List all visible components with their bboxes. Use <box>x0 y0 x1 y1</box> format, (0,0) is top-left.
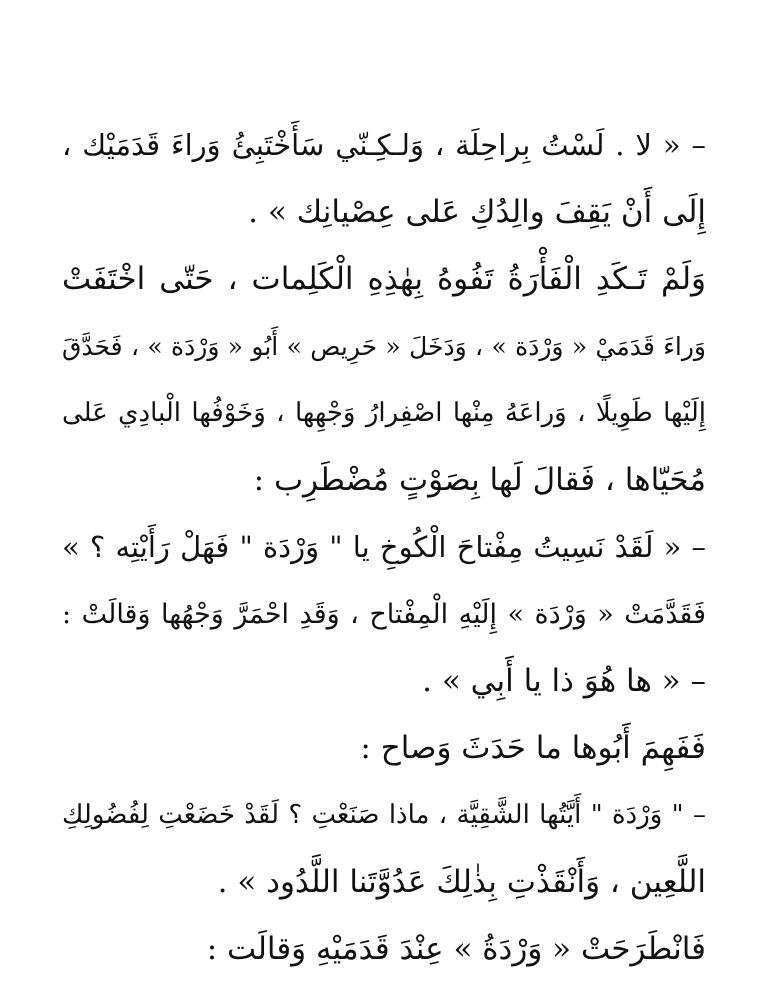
text-line: اللَّعِين ، وَأَنْقَذْتِ بِذٰلِكَ عَدُوَّتَنا اللَّدُود » . <box>217 864 706 900</box>
text-line: وَراءَ قَدَمَيْ « وَرْدَة » ، وَدَخَلَ « حَرِيص » أَبُو « وَرْدَة » ، فَحَدَّقَ <box>62 332 706 361</box>
text-line: إِلَى أَنْ يَقِفَ والِدُكِ عَلى عِصْيانِك » . <box>248 194 706 230</box>
text-line: فَانْطَرَحَتْ « وَرْدَةُ » عِنْدَ قَدَمَيْهِ وَقالَت : <box>206 931 706 967</box>
text-line: فَقَدَّمَتْ « وَرْدَة » إِلَيْهِ الْمِفْتاح ، وَقَدِ احْمَرَّ وَجْهُها وَقالَتْ : <box>62 599 706 630</box>
text-line: – « ها هُوَ ذا يا أَبِي » . <box>422 663 706 699</box>
text-line: فَفَهِمَ أَبُوها ما حَدَثَ وَصاح : <box>360 730 706 766</box>
text-line: – « لَقَدْ نَسِيتُ مِفْتاحَ الْكُوخِ يا " وَرْدَة " فَهَلْ رَأَيْتِه ؟ » <box>62 530 706 564</box>
text-line: – « لا . لَسْتُ بِراحِلَة ، وَلـكِـنّي سَأَخْتَبِئُ وَراءَ قَدَمَيْك ، <box>62 128 706 162</box>
text-line: إِلَيْها طَوِيلًا ، وَراعَهُ مِنْها اصْفِرارُ وَجْهِها ، وَخَوْفُها الْبادِي عَلى <box>62 398 706 428</box>
text-line: – " وَرْدَة " أَيَّتُها الشَّقِيَّة ، ماذا صَنَعْتِ ؟ لَقَدْ خَضَعْتِ لِفُضُولِكِ <box>62 800 706 830</box>
text-line: وَلَمْ تَـكَدِ الْفَأْرَةُ تَفُوهُ بِهٰذِهِ الْكَلِمات ، حَتّى اخْتَفَتْ <box>62 261 706 297</box>
text-line: مُحَيّاها ، فَقالَ لَها بِصَوْتٍ مُضْطَرِب : <box>253 462 706 498</box>
story-text <box>62 112 706 983</box>
